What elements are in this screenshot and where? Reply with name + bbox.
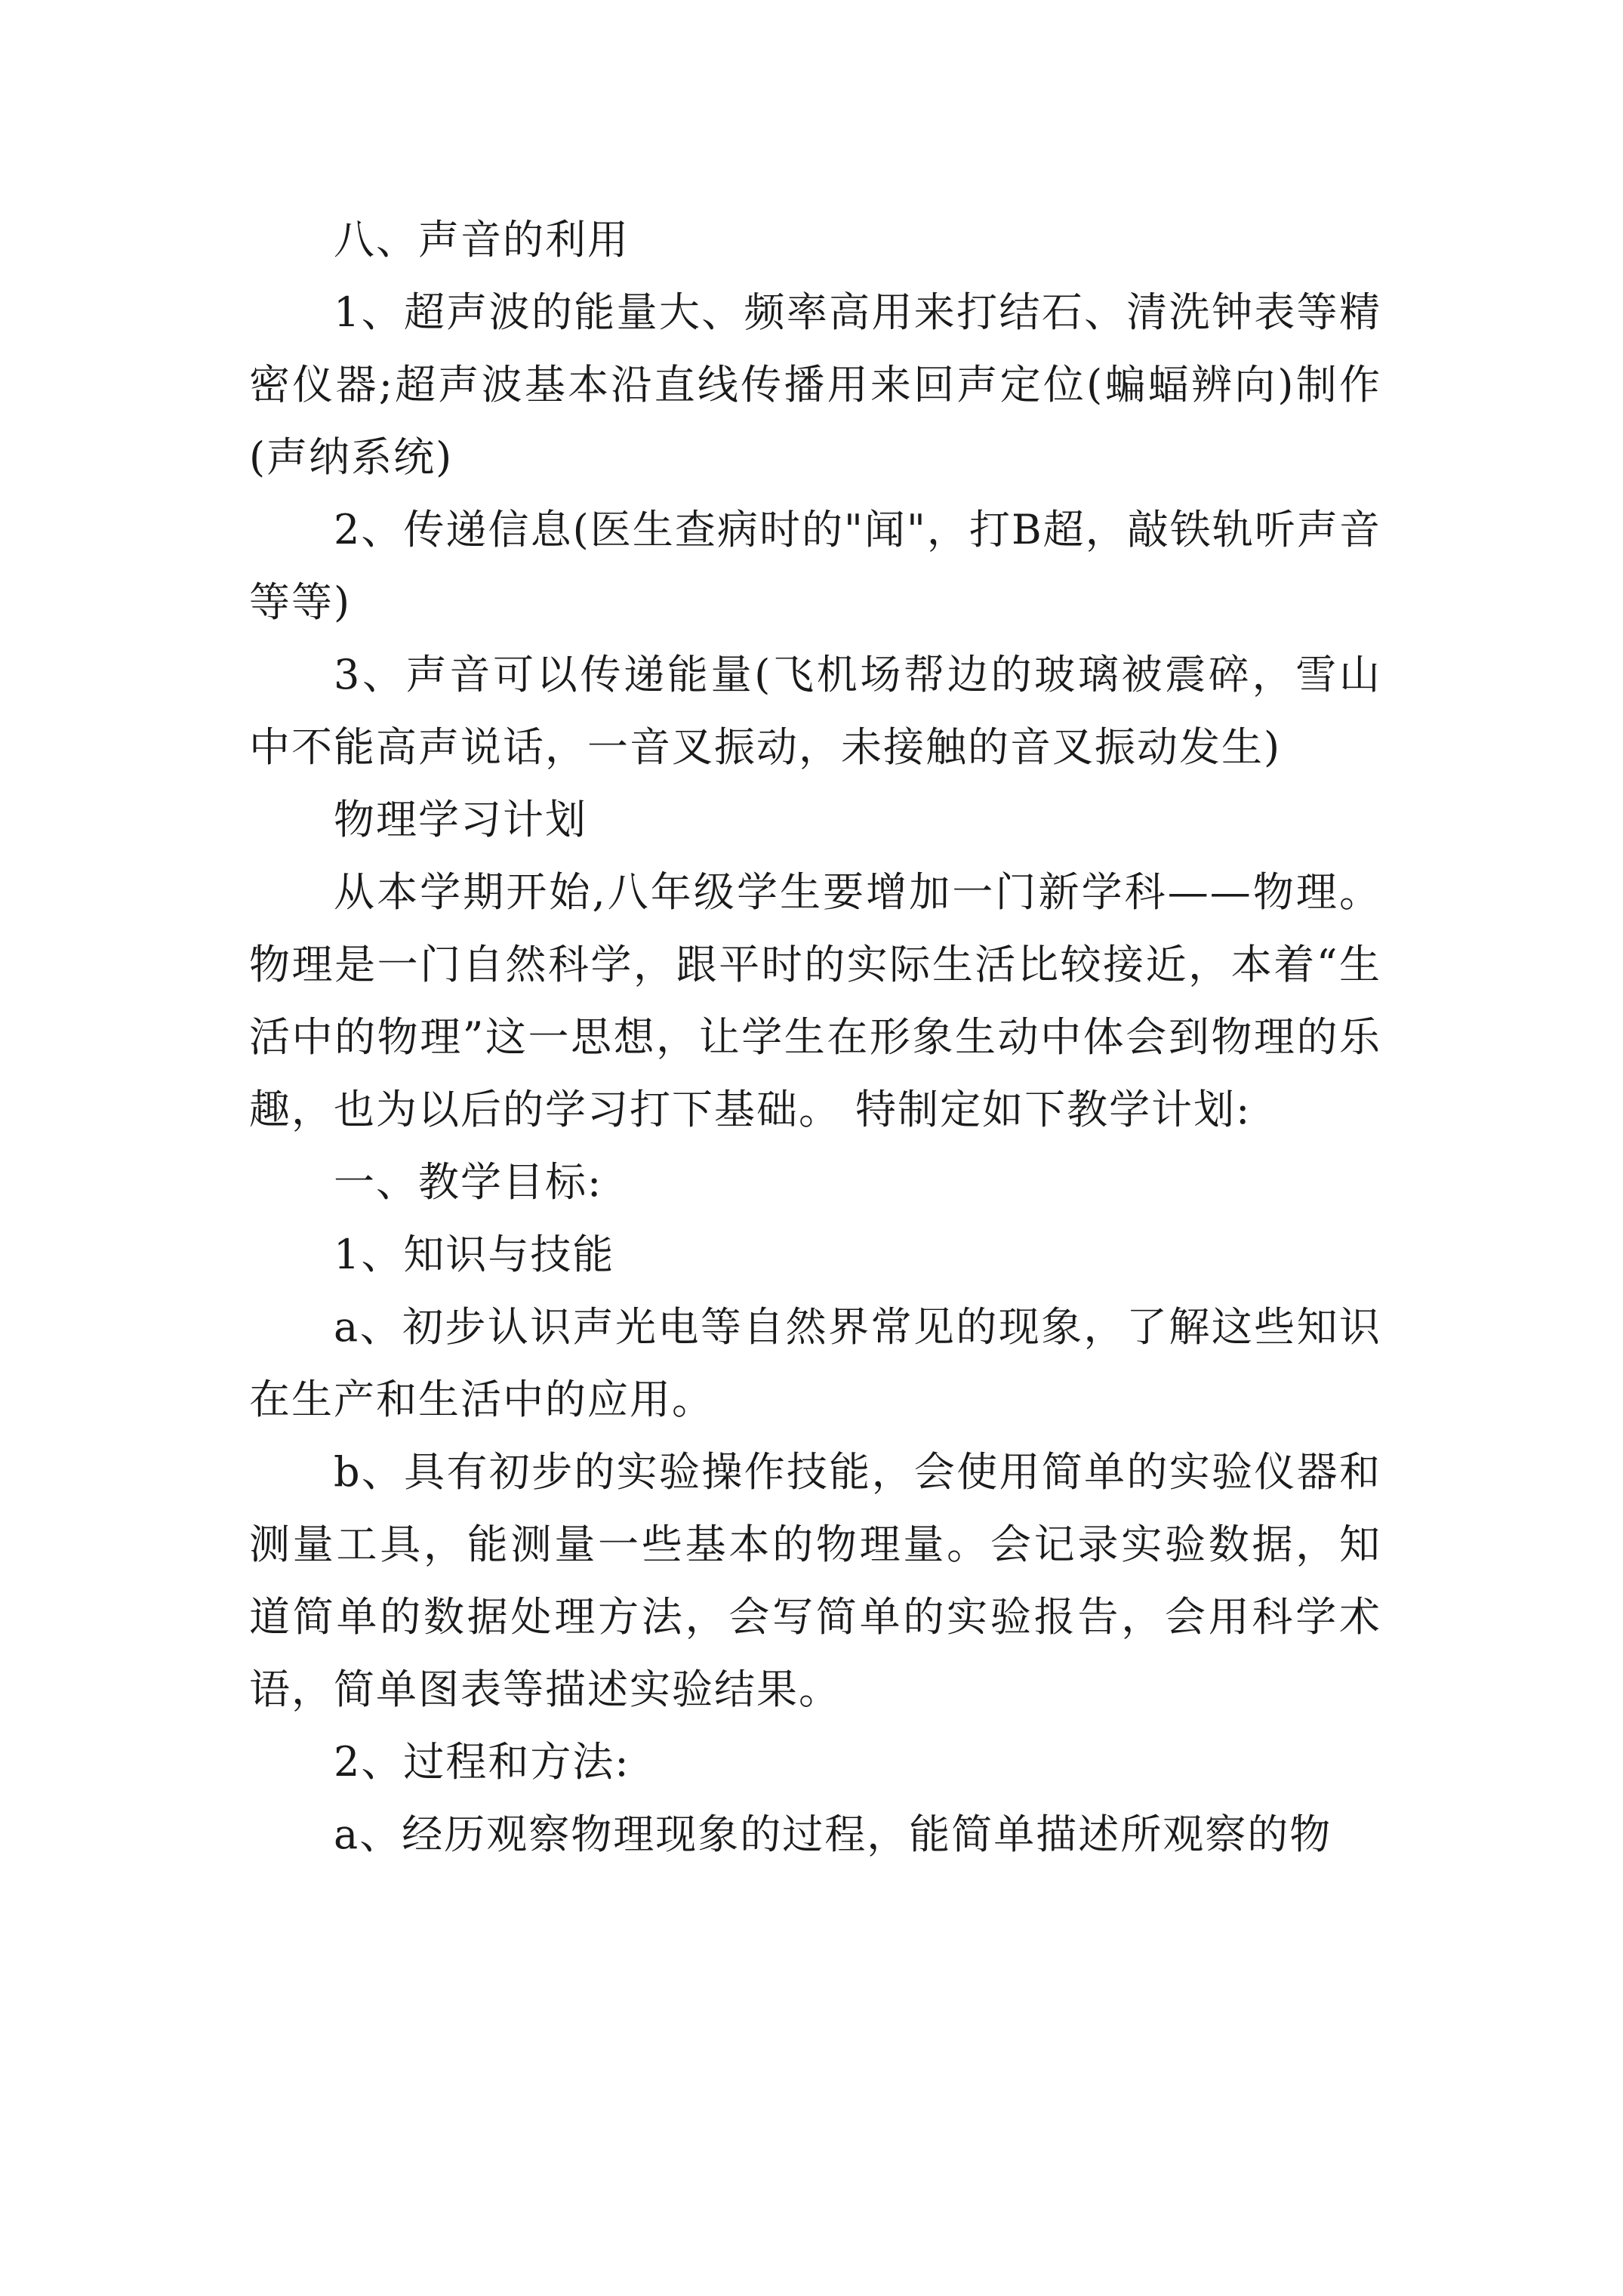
section-heading-teaching-goals: 一、教学目标: xyxy=(334,1158,603,1206)
paragraph-ultrasound: 1、超声波的能量大、频率高用来打结石、清洗钟表等精密仪器;超声波基本沿直线传播用来回声定位(蝙蝠辨向)制作(声纳系统) xyxy=(249,288,1381,481)
subheading-process-methods: 2、过程和方法: xyxy=(334,1738,630,1786)
paragraph-plan-intro: 从本学期开始,八年级学生要增加一门新学科——物理。物理是一门自然科学，跟平时的实际生活比较接近，本着“生活中的物理”这一思想，让学生在形象生动中体会到物理的乐趣，也为以后的学习打下基础。 特制定如下教学计划: xyxy=(249,868,1381,1133)
paragraph-transfer-information: 2、传递信息(医生查病时的"闻"，打B超，敲铁轨听声音等等) xyxy=(249,506,1381,626)
paragraph-goal-a: a、初步认识声光电等自然界常见的现象，了解这些知识在生产和生活中的应用。 xyxy=(249,1303,1381,1423)
subheading-knowledge-skills: 1、知识与技能 xyxy=(334,1231,615,1278)
section-heading-study-plan: 物理学习计划 xyxy=(334,796,587,843)
paragraph-transfer-energy: 3、声音可以传递能量(飞机场帮边的玻璃被震碎，雪山中不能高声说话，一音叉振动，未接触的音叉振动发生) xyxy=(249,651,1381,771)
document-body xyxy=(249,204,1381,1871)
paragraph-goal-b: b、具有初步的实验操作技能，会使用简单的实验仪器和测量工具，能测量一些基本的物理量。会记录实验数据，知道简单的数据处理方法，会写简单的实验报告，会用科学术语，简单图表等描述实验结果。 xyxy=(249,1448,1381,1713)
section-heading-sound-use: 八、声音的利用 xyxy=(334,216,630,264)
paragraph-process-a: a、经历观察物理现象的过程，能简单描述所观察的物 xyxy=(334,1811,1332,1858)
